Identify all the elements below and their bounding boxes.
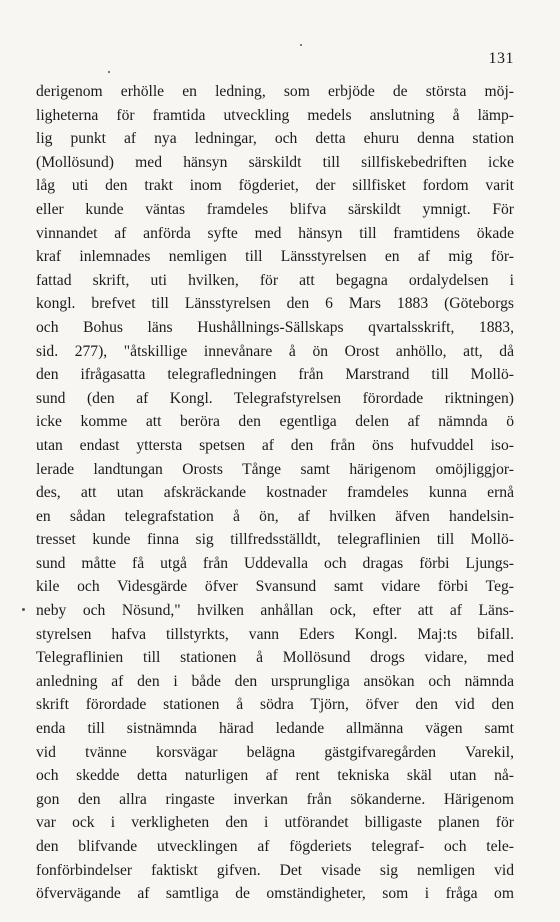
text-line: öfvervägande af samtliga de omständigheter, som i fråga om [36, 885, 514, 903]
text-line: enda till sistnämnda härad ledande allmänna vägen samt [36, 720, 514, 738]
text-line: anledning af den i både den ursprungliga ansökan och nämnda [36, 672, 514, 690]
text-line: och Bohus läns Hushållnings-Sällskaps qvartalsskrift, 1883, [36, 318, 514, 336]
text-line: eller kunde väntas framdeles blifva särskildt ymnigt. För [36, 200, 514, 218]
text-line: fonförbindelser faktiskt gifven. Det visade sig nemligen vid [36, 861, 514, 879]
text-line: styrelsen hafva tillstyrkts, vann Eders Kongl. Maj:ts bifall. [36, 625, 514, 643]
text-line: sund (den af Kongl. Telegrafstyrelsen förordade riktningen) [36, 389, 514, 407]
text-line: kile och Videsgärde öfver Svansund samt vidare förbi Teg- [36, 578, 514, 596]
text-line: kongl. brefvet till Länsstyrelsen den 6 Mars 1883 (Göteborgs [36, 295, 514, 313]
text-line: en sådan telegrafstation å ön, af hvilken äfven handelsin- [36, 507, 514, 525]
margin-speck [108, 71, 110, 73]
text-line: utan endast yttersta spetsen af den från öns hufvuddel iso- [36, 436, 514, 454]
text-line: lerade landtungan Orosts Tånge samt härigenom omöjliggjor- [36, 460, 514, 478]
text-line: den ifrågasatta telegrafledningen från Marstrand till Mollö- [36, 366, 514, 384]
text-line: vinnandet af anförda syfte med hänsyn till framtidens ökade [36, 224, 514, 242]
text-line: och skedde detta naturligen af rent tekniska skäl utan nå- [36, 767, 514, 785]
text-line: derigenom erhölle en ledning, som erbjöde de största möj- [36, 83, 514, 100]
text-line: neby och Nösund," hvilken anhållan ock, efter att af Läns- [36, 602, 514, 620]
text-line: des, att utan afskräckande kostnader framdeles kunna ernå [36, 484, 514, 502]
text-line: tresset kunde finna sig tillfredsställdt, telegraflinien till Mollö- [36, 531, 514, 549]
text-line: ligheterna för framtida utveckling medels anslutning å lämp- [36, 106, 514, 124]
text-line: låg uti den trakt inom fögderiet, der sillfisket fordom varit [36, 177, 514, 195]
text-line: lig punkt af nya ledningar, och detta ehuru denna station [36, 130, 514, 148]
text-line: sid. 277), "åtskillige innevånare å ön Orost anhöllo, att, då [36, 342, 514, 360]
margin-speck [22, 608, 25, 611]
text-line: sund måtte få utgå från Uddevalla och dragas förbi Ljungs- [36, 554, 514, 572]
text-line: skrift förordade stationen å södra Tjörn, öfver den vid den [36, 696, 514, 714]
text-line: var ock i verkligheten den i utförandet billigaste planen för [36, 814, 514, 832]
text-line: icke komme att beröra den egentliga delen af nämnda ö [36, 413, 514, 431]
text-line: kraf inlemnades nemligen till Länsstyrelsen en af mig för- [36, 248, 514, 266]
body-text [36, 80, 514, 906]
text-line: vid tvänne korsvägar belägna gästgifvaregården Varekil, [36, 743, 514, 761]
text-line: Telegraflinien till stationen å Mollösund drogs vidare, med [36, 649, 514, 667]
text-line: (Mollösund) med hänsyn särskildt till sillfiskebedriften icke [36, 153, 514, 171]
text-line: fattad skrift, uti hvilken, för att begagna ordalydelsen i [36, 271, 514, 289]
margin-speck [300, 44, 302, 46]
text-line: den blifvande utvecklingen af fögderiets telegraf- och tele- [36, 838, 514, 855]
page-number: 131 [488, 50, 514, 67]
text-line: gon den allra ringaste inverkan från sökanderne. Härigenom [36, 790, 514, 808]
